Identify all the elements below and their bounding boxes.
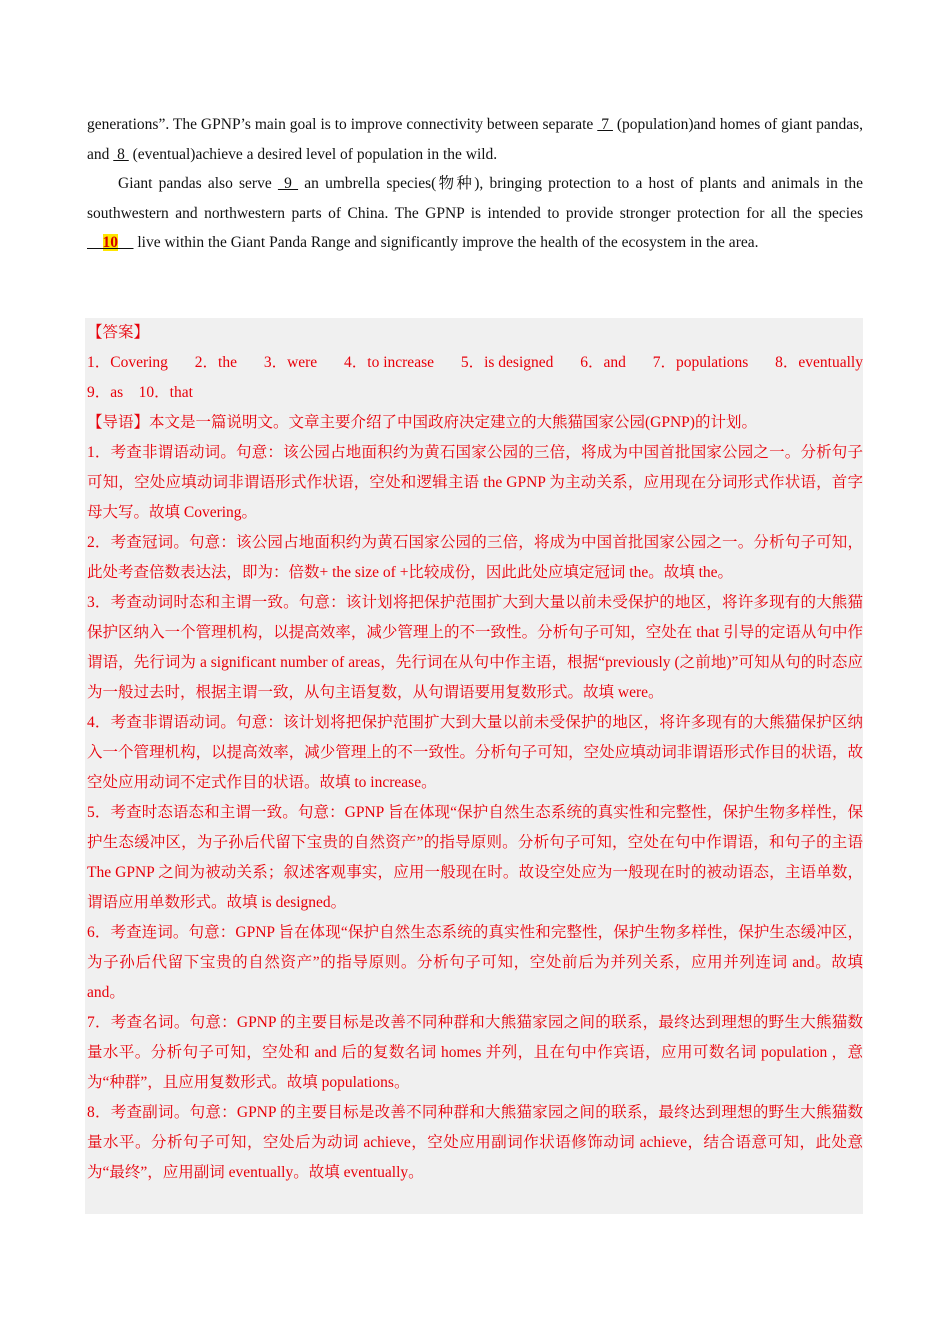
passage-text-run: (eventual)achieve a desired level of population in the wild. — [128, 145, 498, 163]
answer-item: 10．that — [138, 384, 193, 401]
answer-item: 1．Covering — [87, 354, 168, 371]
passage-paragraph-2 — [87, 169, 863, 258]
passage-text-run: live within the Giant Panda Range and significantly improve the health of the ecosystem in the area. — [133, 234, 759, 251]
passage-text-run: (population)and homes of giant pandas, and — [87, 116, 864, 163]
answer-heading: 【答案】 — [87, 324, 150, 341]
explanation-6: 6．考查连词。句意：GPNP 旨在体现“保护自然生态系统的真实性和完整性，保护生物多样性，保护生态缓冲区，为子孙后代留下宝贵的自然资产”的指导原则。分析句子可知，空处前后为并列关系，应用并列连词 and。故填 and。 — [87, 924, 863, 1001]
answer-item: 8．eventually — [775, 354, 863, 371]
passage-paragraph-1 — [87, 110, 863, 169]
explanation-3: 3．考查动词时态和主谓一致。句意：该计划将把保护范围扩大到大量以前未受保护的地区，将许多现有的大熊猫保护区纳入一个管理机构，以提高效率，减少管理上的不一致性。分析句子可知，空处在 that 引导的定语从句中作谓语，先行词为 a significant number of areas，先行词在从句中作主语，根据“previously (之前地)”可知从句的时态应为一般过去时，根据主谓一致，从句主语复数，从句谓语要用复数形式。故填 were。 — [87, 594, 863, 701]
blank-7: 7 — [597, 116, 613, 133]
passage-text-run: an umbrella species(物种), bringing protection to a host of plants and animals in the southwestern and northwestern parts of China. The GPNP is intended to provide stronger protection for all the species — [87, 175, 864, 222]
blank-9: 9 — [277, 175, 299, 192]
explanation-2: 2．考查冠词。句意：该公园占地面积约为黄石国家公园的三倍，将成为中国首批国家公园之一。分析句子可知，此处考查倍数表达法，即为：倍数+ the size of +比较成份，因此此处应填定冠词 the。故填 the。 — [87, 534, 863, 581]
blank-10-pad — [87, 234, 103, 251]
answer-item: 9．as — [87, 384, 124, 401]
answer-item: 6．and — [580, 354, 626, 371]
blank-10-pad — [118, 234, 134, 251]
answer-item: 3．were — [263, 354, 318, 371]
explanation-7: 7．考查名词。句意：GPNP 的主要目标是改善不同种群和大熊猫家园之间的联系，最终达到理想的野生大熊猫数量水平。分析句子可知，空处和 and 后的复数名词 homes 并列，且在句中作宾语，应用可数名词 population ，意为“种群”，且应用复数形式。故填 populations。 — [87, 1014, 863, 1091]
answer-list — [85, 348, 863, 378]
passage-text-run: generations”. The GPNP’s main goal is to improve connectivity between separate — [87, 116, 598, 133]
passage-text — [87, 110, 863, 258]
blank-10-number: 10 — [102, 234, 118, 251]
answer-item: 7．populations — [652, 354, 749, 371]
explanation-5: 5．考查时态语态和主谓一致。句意：GPNP 旨在体现“保护自然生态系统的真实性和完整性，保护生物多样性，保护生态缓冲区，为子孙后代留下宝贵的自然资产”的指导原则。分析句子可知，空处在句中作谓语，和句子的主语 The GPNP 之间为被动关系；叙述客观事实，应用一般现在时。故设空处应为一般现在时的被动语态，主语单数，谓语应用单数形式。故填 is designed。 — [87, 804, 863, 911]
blank-8: 8 — [113, 145, 129, 163]
explanation-1: 1．考查非谓语动词。句意：该公园占地面积约为黄石国家公园的三倍，将成为中国首批国家公园之一。分析句子可知，空处应填动词非谓语形式作状语，空处和逻辑主语 the GPNP 为主动关系，应用现在分词形式作状语，首字母大写。故填 Covering。 — [87, 444, 863, 521]
answer-section — [85, 318, 863, 1214]
passage-text-run: Giant pandas also serve — [118, 175, 278, 192]
explanation-8: 8．考查副词。句意：GPNP 的主要目标是改善不同种群和大熊猫家园之间的联系，最终达到理想的野生大熊猫数量水平。分析句子可知，空处后为动词 achieve，空处应用副词作状语修饰动词 achieve，结合语意可知，此处意为“最终”，应用副词 eventually。故填 eventually。 — [87, 1104, 863, 1181]
explanation-4: 4．考查非谓语动词。句意：该计划将把保护范围扩大到大量以前未受保护的地区，将许多现有的大熊猫保护区纳入一个管理机构，以提高效率，减少管理上的不一致性。分析句子可知，空处应填动词非谓语形式作目的状语，故空处应用动词不定式作目的状语。故填 to increase。 — [87, 714, 863, 791]
guide-text: 【导语】本文是一篇说明文。文章主要介绍了中国政府决定建立的大熊猫国家公园(GPNP)的计划。 — [87, 414, 757, 431]
answer-item: 5．is designed — [460, 354, 554, 371]
answer-list-2 — [85, 378, 863, 408]
blank-10 — [87, 234, 134, 251]
answer-item: 2．the — [194, 354, 237, 371]
answer-item: 4．to increase — [344, 354, 434, 371]
